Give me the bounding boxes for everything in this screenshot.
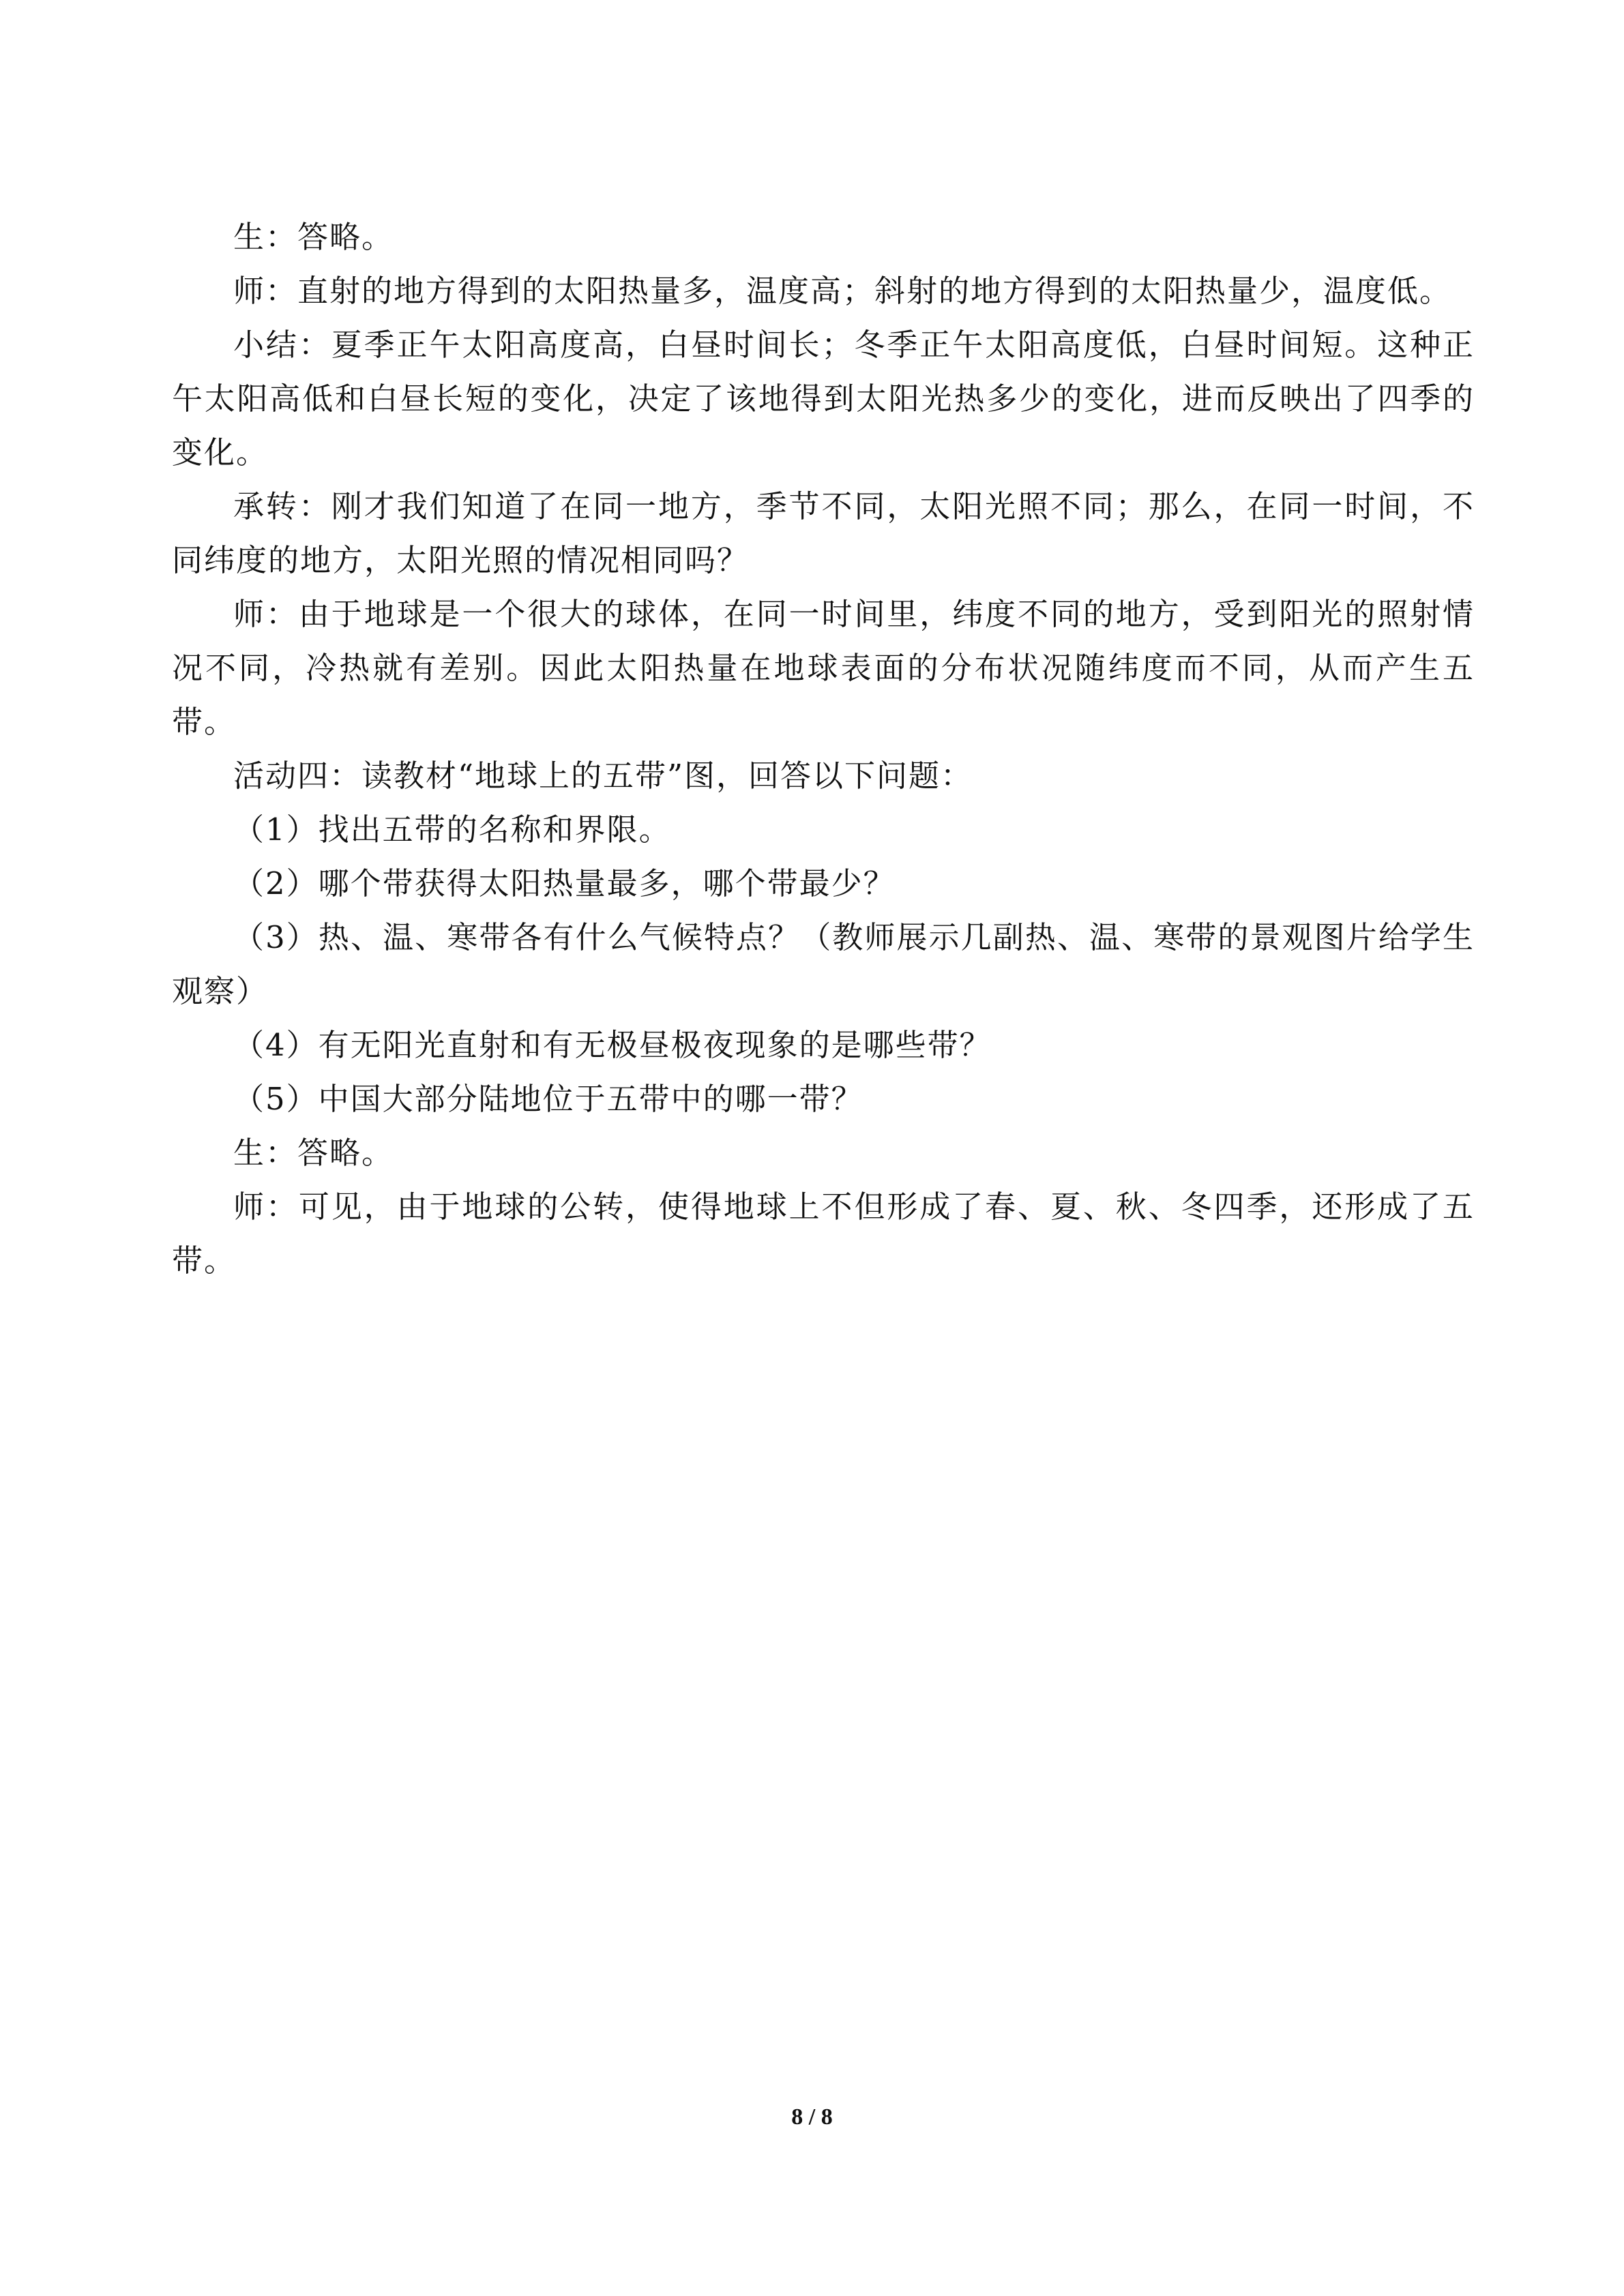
paragraph-teacher-five-zones: 师：由于地球是一个很大的球体，在同一时间里，纬度不同的地方，受到阳光的照射情况不同，冷热就有差别。因此太阳热量在地球表面的分布状况随纬度而不同，从而产生五带。	[172, 596, 1475, 740]
page-number: 8 / 8	[791, 2104, 833, 2130]
question-5: （5）中国大部分陆地位于五带中的哪一带？	[233, 1081, 863, 1117]
paragraph-teacher-conclusion: 师：可见，由于地球的公转，使得地球上不但形成了春、夏、秋、冬四季，还形成了五带。	[172, 1189, 1475, 1279]
paragraph-teacher-direct-oblique: 师：直射的地方得到的太阳热量多，温度高；斜射的地方得到的太阳热量少，温度低。	[233, 273, 1452, 309]
paragraph-activity-four: 活动四：读教材“地球上的五带”图，回答以下问题：	[233, 758, 973, 794]
paragraph-student-answer-1: 生：答略。	[233, 219, 394, 255]
paragraph-student-answer-2: 生：答略。	[233, 1135, 394, 1171]
paragraph-summary: 小结：夏季正午太阳高度高，白昼时间长；冬季正午太阳高度低，白昼时间短。这种正午太阳高低和白昼长短的变化，决定了该地得到太阳光热多少的变化，进而反映出了四季的变化。	[172, 327, 1475, 471]
paragraph-transition: 承转：刚才我们知道了在同一地方，季节不同，太阳光照不同；那么，在同一时间，不同纬度的地方，太阳光照的情况相同吗？	[172, 488, 1475, 578]
question-4: （4）有无阳光直射和有无极昼极夜现象的是哪些带？	[233, 1027, 992, 1063]
question-2: （2）哪个带获得太阳热量最多，哪个带最少？	[233, 865, 896, 901]
document-body	[172, 210, 1475, 1287]
question-3: （3）热、温、寒带各有什么气候特点？（教师展示几副热、温、寒带的景观图片给学生观察）	[172, 919, 1475, 1009]
question-1: （1）找出五带的名称和界限。	[233, 811, 671, 848]
